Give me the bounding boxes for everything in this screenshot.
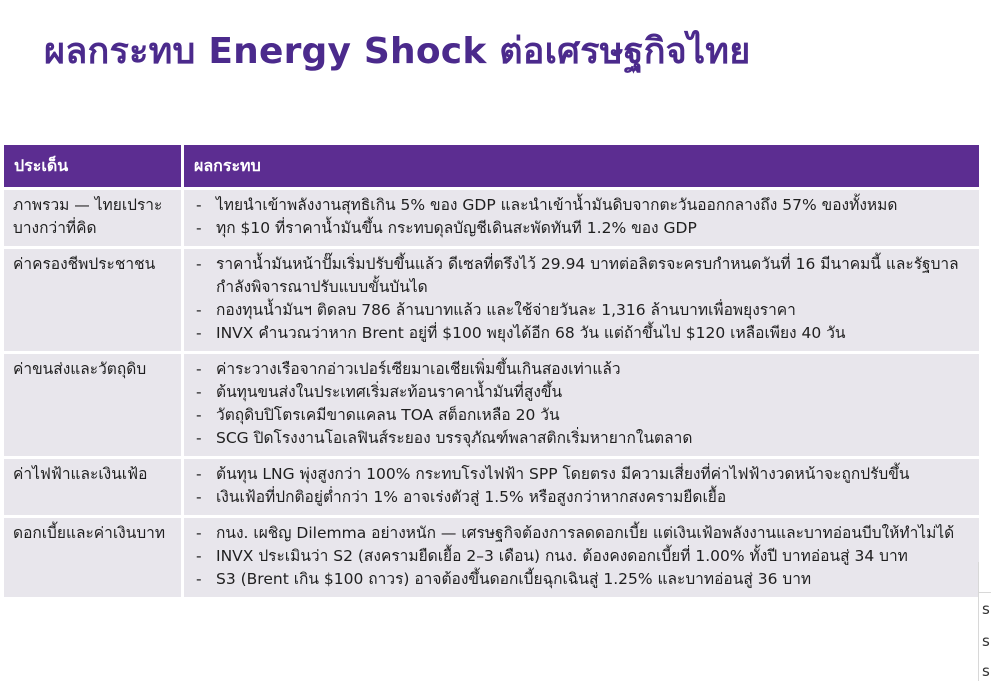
point-list xyxy=(194,522,973,591)
row-detail xyxy=(184,190,979,249)
row-topic: ค่าครองชีพประชาชน xyxy=(4,249,184,354)
table-header-row xyxy=(4,145,979,190)
side-text-fragment: s xyxy=(982,632,990,650)
point-list xyxy=(194,194,973,240)
impact-table xyxy=(4,145,979,600)
list-item: - กองทุนน้ำมันฯ ติดลบ 786 ล้านบาทแล้ว และใช้จ่ายวันละ 1,316 ล้านบาทเพื่อพยุงราคา xyxy=(194,299,973,322)
side-text-fragment: s xyxy=(982,600,990,618)
point-list xyxy=(194,253,973,345)
list-item: - INVX คำนวณว่าหาก Brent อยู่ที่ $100 พยุงได้อีก 68 วัน แต่ถ้าขึ้นไป $120 เหลือเพียง 40 วัน xyxy=(194,322,973,345)
list-item: - S3 (Brent เกิน $100 ถาวร) อาจต้องขึ้นดอกเบี้ยฉุกเฉินสู่ 1.25% และบาทอ่อนสู่ 36 บาท xyxy=(194,568,973,591)
list-item: - ต้นทุน LNG พุ่งสูงกว่า 100% กระทบโรงไฟฟ้า SPP โดยตรง มีความเสี่ยงที่ค่าไฟฟ้างวดหน้าจะถูกปรับขึ้น xyxy=(194,463,973,486)
row-detail xyxy=(184,354,979,459)
point-list xyxy=(194,463,973,509)
row-detail xyxy=(184,249,979,354)
list-item: - INVX ประเมินว่า S2 (สงครามยืดเยื้อ 2–3 เดือน) กนง. ต้องคงดอกเบี้ยที่ 1.00% ทั้งปี บาทอ่อนสู่ 34 บาท xyxy=(194,545,973,568)
table-row xyxy=(4,354,979,459)
list-item: - วัตถุดิบปิโตรเคมีขาดแคลน TOA สต็อกเหลือ 20 วัน xyxy=(194,404,973,427)
divider xyxy=(979,592,991,593)
row-topic: ค่าไฟฟ้าและเงินเฟ้อ xyxy=(4,459,184,518)
table-row xyxy=(4,190,979,249)
header-topic: ประเด็น xyxy=(4,145,184,190)
list-item: - ไทยนำเข้าพลังงานสุทธิเกิน 5% ของ GDP และนำเข้าน้ำมันดิบจากตะวันออกกลางถึง 57% ของทั้งหมด xyxy=(194,194,973,217)
row-topic: ดอกเบี้ยและค่าเงินบาท xyxy=(4,518,184,600)
row-detail xyxy=(184,459,979,518)
list-item: - เงินเฟ้อที่ปกติอยู่ต่ำกว่า 1% อาจเร่งตัวสู่ 1.5% หรือสูงกว่าหากสงครามยืดเยื้อ xyxy=(194,486,973,509)
row-topic: ภาพรวม — ไทยเปราะบางกว่าที่คิด xyxy=(4,190,184,249)
row-topic: ค่าขนส่งและวัตถุดิบ xyxy=(4,354,184,459)
list-item: - ทุก $10 ที่ราคาน้ำมันขึ้น กระทบดุลบัญชีเดินสะพัดทันที 1.2% ของ GDP xyxy=(194,217,973,240)
table-row xyxy=(4,459,979,518)
list-item: - ค่าระวางเรือจากอ่าวเปอร์เซียมาเอเชียเพิ่มขึ้นเกินสองเท่าแล้ว xyxy=(194,358,973,381)
point-list xyxy=(194,358,973,450)
header-impact: ผลกระทบ xyxy=(184,145,979,190)
list-item: - ราคาน้ำมันหน้าปั๊มเริ่มปรับขึ้นแล้ว ดีเซลที่ตรึงไว้ 29.94 บาทต่อลิตรจะครบกำหนดวันที่ 16 มีนาคมนี้ และรัฐบาลกำลังพิจารณาปรับแบบขั้นบันได xyxy=(194,253,973,299)
list-item: - SCG ปิดโรงงานโอเลฟินส์ระยอง บรรจุภัณฑ์พลาสติกเริ่มหายากในตลาด xyxy=(194,427,973,450)
page-title: ผลกระทบ Energy Shock ต่อเศรษฐกิจไทย xyxy=(44,31,751,72)
row-detail xyxy=(184,518,979,600)
side-text-fragment: s xyxy=(982,662,990,680)
table-row xyxy=(4,518,979,600)
list-item: - ต้นทุนขนส่งในประเทศเริ่มสะท้อนราคาน้ำมันที่สูงขึ้น xyxy=(194,381,973,404)
table-row xyxy=(4,249,979,354)
list-item: - กนง. เผชิญ Dilemma อย่างหนัก — เศรษฐกิจต้องการลดดอกเบี้ย แต่เงินเฟ้อพลังงานและบาทอ่อนบีบให้ทำไม่ได้ xyxy=(194,522,973,545)
side-panel-edge xyxy=(978,562,991,681)
